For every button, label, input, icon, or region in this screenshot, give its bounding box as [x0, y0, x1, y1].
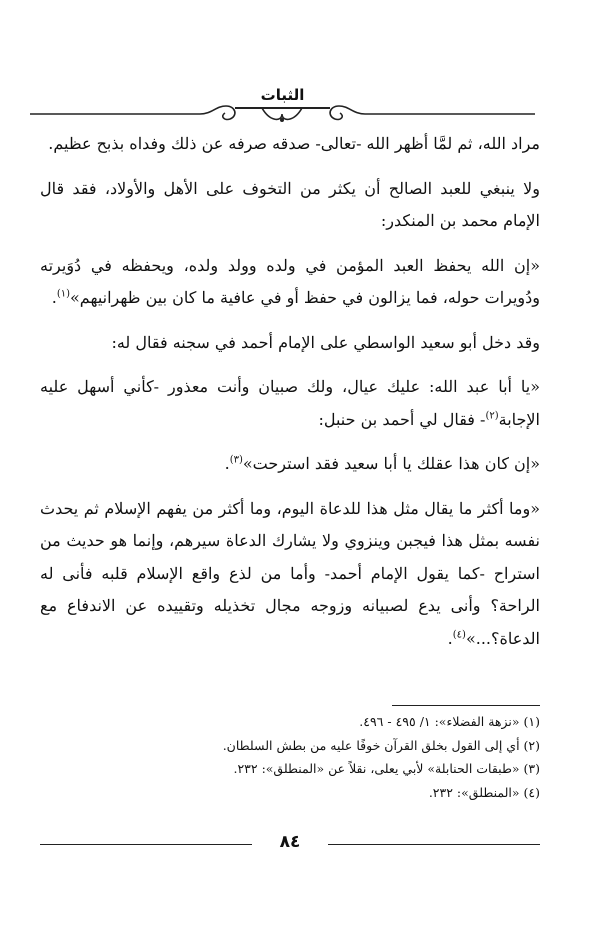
quote-text: «إن كان هذا عقلك يا أبا سعيد فقد استرحت»: [242, 454, 540, 473]
footnote-ref: (٤): [452, 629, 466, 641]
footnotes: [40, 710, 540, 804]
paragraph: [40, 173, 540, 238]
paragraph: [40, 327, 540, 360]
punctuation: .: [51, 288, 57, 307]
paragraph: [40, 128, 540, 161]
quote-text: «وما أكثر ما يقال مثل هذا للدعاة اليوم، وما أكثر من يفهم الإسلام ثم يحدث نفسه بمثل هذا فيجبن وينزوي ولا يشارك الدعاة سيرهم، وإنما هو حديث من استراح -كما يقول الإمام أحمد- وأما من لذع واقع الإسلام قلبه فأنى له الراحة؟ وأنى يدع لصبيانه وزوجه مجال تخذيله وتقييده عن الاندفاع مع الدعاة؟...»: [40, 498, 540, 648]
footnote-ref: (٣): [229, 454, 243, 466]
footnote-divider: [392, 705, 540, 706]
punctuation: .: [224, 454, 230, 473]
body-text: [40, 128, 540, 655]
quote-text: «يا أبا عبد الله: عليك عيال، ولك صبيان وأنت معذور -كأني أسهل عليه الإجابة: [40, 377, 540, 429]
page-footer: [40, 830, 540, 860]
ornamental-header-rule: [30, 86, 535, 130]
running-header: [30, 86, 535, 130]
quote-text: «إن الله يحفظ العبد المؤمن في ولده وولد ولده، ويحفظه في دُوَيرته ودُويرات حوله، فما يزالون في حفظ أو في عافية ما كان بين ظهرانيهم»: [40, 255, 540, 307]
paragraph-text: ولا ينبغي للعبد الصالح أن يكثر من التخوف على الأهل والأولاد، فقد قال الإمام محمد بن المنكدر:: [40, 178, 540, 230]
paragraph-text: - فقال لي أحمد بن حنبل:: [318, 409, 486, 429]
footnote: (٤) «المنطلق»: ٢٣٢.: [428, 784, 540, 800]
paragraph: [40, 493, 540, 656]
footnote-ref: (١): [56, 288, 71, 300]
paragraph-text: وقد دخل أبو سعيد الواسطي على الإمام أحمد في سجنه فقال له:: [111, 332, 540, 352]
footnote: (٣) «طبقات الحنابلة» لأبي يعلى، نقلاً عن «المنطلق»: ٢٣٢.: [233, 761, 540, 776]
footnote: (٢) أي إلى القول بخلق القرآن خوفًا عليه من بطش السلطان.: [222, 737, 540, 753]
punctuation: .: [447, 628, 453, 648]
footnote: (١) «نزهة الفضلاء»: ١/ ٤٩٥ - ٤٩٦.: [359, 714, 540, 729]
paragraph: [40, 448, 540, 481]
page-number: ٨٤: [279, 832, 301, 852]
paragraph-text: مراد الله، ثم لمَّا أظهر الله -تعالى- صدقه صرفه عن ذلك وفداه بذبح عظيم.: [48, 134, 540, 153]
running-title: الثبات: [260, 86, 305, 104]
footnote-ref: (٢): [485, 410, 499, 422]
paragraph: [40, 371, 540, 436]
paragraph: [40, 250, 540, 315]
